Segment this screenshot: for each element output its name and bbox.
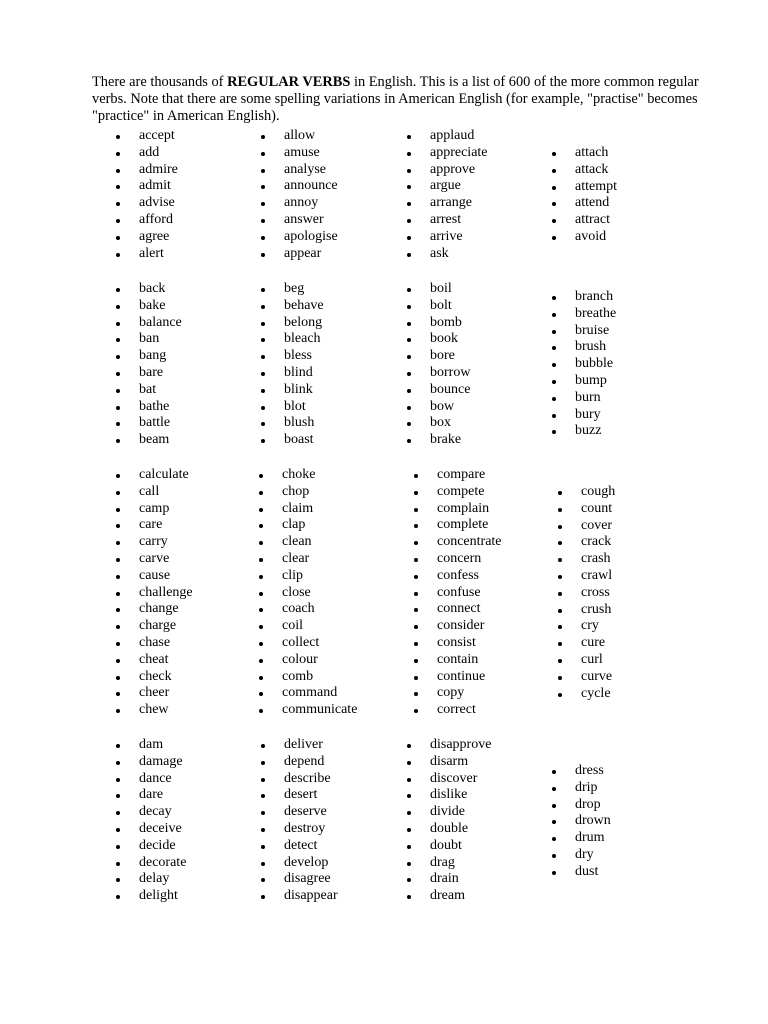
verb-list-item: cheat [115, 652, 193, 669]
verb-list-item: blush [260, 415, 324, 432]
intro-emphasis: REGULAR VERBS [227, 74, 351, 91]
verb-list-item: disappear [260, 888, 338, 905]
verb-list-item: drain [406, 871, 491, 888]
verb-list-b-col1 [115, 281, 182, 449]
verb-list-item: detect [260, 838, 338, 855]
verb-list-item: clear [258, 551, 357, 568]
verb-list-item: approve [406, 162, 488, 179]
verb-list-item: cover [557, 518, 615, 535]
verb-list-item: concentrate [413, 534, 502, 551]
verb-list-item: alert [115, 246, 178, 263]
verb-list-b-col3 [406, 281, 470, 449]
verb-list-item: drip [551, 780, 611, 797]
verb-list-item: command [258, 685, 357, 702]
verb-list-item: beam [115, 432, 182, 449]
verb-list-item: clip [258, 568, 357, 585]
verb-list-item: bomb [406, 315, 470, 332]
verb-list-c-col2 [258, 467, 357, 719]
verb-list-item: applaud [406, 128, 488, 145]
verb-list-item: admit [115, 178, 178, 195]
verb-list-item: change [115, 601, 193, 618]
verb-list-item: ask [406, 246, 488, 263]
verb-list-item: answer [260, 212, 338, 229]
verb-list-item: bless [260, 348, 324, 365]
verb-list-item: add [115, 145, 178, 162]
verb-list-item: chew [115, 702, 193, 719]
verb-list-item: annoy [260, 195, 338, 212]
verb-list-item: appear [260, 246, 338, 263]
verb-list-item: bare [115, 365, 182, 382]
verb-list-d-col1 [115, 737, 186, 905]
verb-list-item: blot [260, 399, 324, 416]
verb-list-item: colour [258, 652, 357, 669]
verb-list-item: dust [551, 864, 611, 881]
verb-list-item: contain [413, 652, 502, 669]
verb-list-item: afford [115, 212, 178, 229]
verb-list-item: crack [557, 534, 615, 551]
verb-list-item: agree [115, 229, 178, 246]
verb-list-item: bleach [260, 331, 324, 348]
verb-list-a-col2 [260, 128, 338, 262]
verb-list-item: describe [260, 771, 338, 788]
verb-list-item: bubble [551, 356, 616, 373]
verb-list-item: buzz [551, 423, 616, 440]
verb-list-d-col4 [551, 763, 611, 881]
verb-list-item: balance [115, 315, 182, 332]
verb-list-item: drown [551, 813, 611, 830]
verb-list-item: clap [258, 517, 357, 534]
verb-list-item: choke [258, 467, 357, 484]
verb-list-item: close [258, 585, 357, 602]
verb-list-item: ban [115, 331, 182, 348]
verb-list-item: call [115, 484, 193, 501]
verb-list-item: camp [115, 501, 193, 518]
verb-list-item: beg [260, 281, 324, 298]
verb-list-item: complain [413, 501, 502, 518]
verb-list-item: dare [115, 787, 186, 804]
verb-list-item: coach [258, 601, 357, 618]
verb-list-item: correct [413, 702, 502, 719]
verb-list-item: confuse [413, 585, 502, 602]
verb-list-item: deserve [260, 804, 338, 821]
verb-list-item: belong [260, 315, 324, 332]
verb-list-item: complete [413, 517, 502, 534]
verb-list-item: advise [115, 195, 178, 212]
verb-list-item: crash [557, 551, 615, 568]
verb-list-item: coil [258, 618, 357, 635]
verb-list-item: bump [551, 373, 616, 390]
verb-list-item: copy [413, 685, 502, 702]
verb-list-d-col2 [260, 737, 338, 905]
verb-list-item: attach [551, 145, 617, 162]
verb-list-item: attend [551, 195, 617, 212]
verb-list-item: avoid [551, 229, 617, 246]
verb-list-item: consist [413, 635, 502, 652]
verb-list-item: bury [551, 407, 616, 424]
verb-list-d-col3 [406, 737, 491, 905]
verb-list-item: cry [557, 618, 615, 635]
verb-list-item: decide [115, 838, 186, 855]
verb-list-item: challenge [115, 585, 193, 602]
verb-list-a-col1 [115, 128, 178, 262]
verb-list-b-col2 [260, 281, 324, 449]
verb-list-item: curve [557, 669, 615, 686]
verb-list-item: breathe [551, 306, 616, 323]
verb-list-item: cure [557, 635, 615, 652]
verb-list-item: accept [115, 128, 178, 145]
verb-list-item: dress [551, 763, 611, 780]
verb-list-item: continue [413, 669, 502, 686]
verb-list-item: compare [413, 467, 502, 484]
verb-list-item: blink [260, 382, 324, 399]
verb-list-item: announce [260, 178, 338, 195]
verb-list-item: argue [406, 178, 488, 195]
verb-list-item: dislike [406, 787, 491, 804]
verb-list-item: count [557, 501, 615, 518]
verb-list-item: bang [115, 348, 182, 365]
verb-list-item: apologise [260, 229, 338, 246]
verb-list-item: care [115, 517, 193, 534]
verb-list-item: deceive [115, 821, 186, 838]
verb-list-item: decorate [115, 855, 186, 872]
verb-list-b-col4 [551, 289, 616, 440]
verb-list-item: attack [551, 162, 617, 179]
verb-list-item: cycle [557, 686, 615, 703]
verb-list-item: drum [551, 830, 611, 847]
verb-list-item: borrow [406, 365, 470, 382]
verb-list-item: arrest [406, 212, 488, 229]
verb-list-item: divide [406, 804, 491, 821]
verb-list-item: burn [551, 390, 616, 407]
verb-list-item: consider [413, 618, 502, 635]
verb-list-item: double [406, 821, 491, 838]
verb-list-item: attract [551, 212, 617, 229]
verb-list-item: boast [260, 432, 324, 449]
verb-list-a-col3 [406, 128, 488, 262]
verb-list-item: bow [406, 399, 470, 416]
verb-list-item: amuse [260, 145, 338, 162]
verb-list-item: curl [557, 652, 615, 669]
verb-list-item: branch [551, 289, 616, 306]
verb-list-item: cheer [115, 685, 193, 702]
verb-list-item: dance [115, 771, 186, 788]
verb-list-item: charge [115, 618, 193, 635]
verb-list-item: confess [413, 568, 502, 585]
verb-list-item: carve [115, 551, 193, 568]
verb-list-item: chop [258, 484, 357, 501]
verb-list-item: crush [557, 602, 615, 619]
verb-list-item: communicate [258, 702, 357, 719]
verb-list-item: desert [260, 787, 338, 804]
verb-list-item: connect [413, 601, 502, 618]
verb-list-item: box [406, 415, 470, 432]
verb-list-item: behave [260, 298, 324, 315]
verb-list-c-col3 [413, 467, 502, 719]
verb-list-item: dam [115, 737, 186, 754]
verb-list-item: deliver [260, 737, 338, 754]
verb-list-item: delight [115, 888, 186, 905]
verb-list-item: cause [115, 568, 193, 585]
verb-list-item: cough [557, 484, 615, 501]
verb-list-item: arrange [406, 195, 488, 212]
intro-text-before: There are thousands of [92, 74, 228, 91]
verb-list-item: clean [258, 534, 357, 551]
verb-list-item: battle [115, 415, 182, 432]
verb-list-item: admire [115, 162, 178, 179]
verb-list-item: bounce [406, 382, 470, 399]
verb-list-item: attempt [551, 179, 617, 196]
verb-list-item: chase [115, 635, 193, 652]
verb-list-item: crawl [557, 568, 615, 585]
verb-list-item: bat [115, 382, 182, 399]
verb-list-item: disarm [406, 754, 491, 771]
verb-list-item: drag [406, 855, 491, 872]
verb-list-item: disapprove [406, 737, 491, 754]
verb-list-item: comb [258, 669, 357, 686]
verb-list-item: decay [115, 804, 186, 821]
verb-list-item: brush [551, 339, 616, 356]
verb-list-item: bake [115, 298, 182, 315]
verb-list-item: damage [115, 754, 186, 771]
verb-list-item: dry [551, 847, 611, 864]
verb-list-item: collect [258, 635, 357, 652]
verb-list-item: analyse [260, 162, 338, 179]
verb-list-item: discover [406, 771, 491, 788]
verb-list-item: brake [406, 432, 470, 449]
verb-list-item: boil [406, 281, 470, 298]
verb-list-item: check [115, 669, 193, 686]
verb-list-item: blind [260, 365, 324, 382]
verb-list-item: allow [260, 128, 338, 145]
verb-list-item: bruise [551, 323, 616, 340]
intro-text-after: in English. This is a list of 600 of the more common regular verbs. Note that there are some spelling variations in American English (for example, "practise" becomes "practice" in American English). [92, 74, 699, 125]
intro-paragraph [92, 74, 712, 125]
verb-list-item: bore [406, 348, 470, 365]
verb-list-a-col4 [551, 145, 617, 246]
verb-list-item: appreciate [406, 145, 488, 162]
verb-list-item: calculate [115, 467, 193, 484]
verb-list-item: disagree [260, 871, 338, 888]
verb-list-item: doubt [406, 838, 491, 855]
verb-list-item: depend [260, 754, 338, 771]
verb-list-item: bolt [406, 298, 470, 315]
verb-list-item: cross [557, 585, 615, 602]
verb-list-c-col4 [557, 484, 615, 702]
verb-list-item: delay [115, 871, 186, 888]
verb-list-item: destroy [260, 821, 338, 838]
verb-list-c-col1 [115, 467, 193, 719]
verb-list-item: compete [413, 484, 502, 501]
verb-list-item: develop [260, 855, 338, 872]
verb-list-item: book [406, 331, 470, 348]
verb-list-item: carry [115, 534, 193, 551]
verb-list-item: bathe [115, 399, 182, 416]
verb-list-item: back [115, 281, 182, 298]
verb-list-item: dream [406, 888, 491, 905]
verb-list-item: drop [551, 797, 611, 814]
verb-list-item: claim [258, 501, 357, 518]
verb-list-item: arrive [406, 229, 488, 246]
verb-list-item: concern [413, 551, 502, 568]
